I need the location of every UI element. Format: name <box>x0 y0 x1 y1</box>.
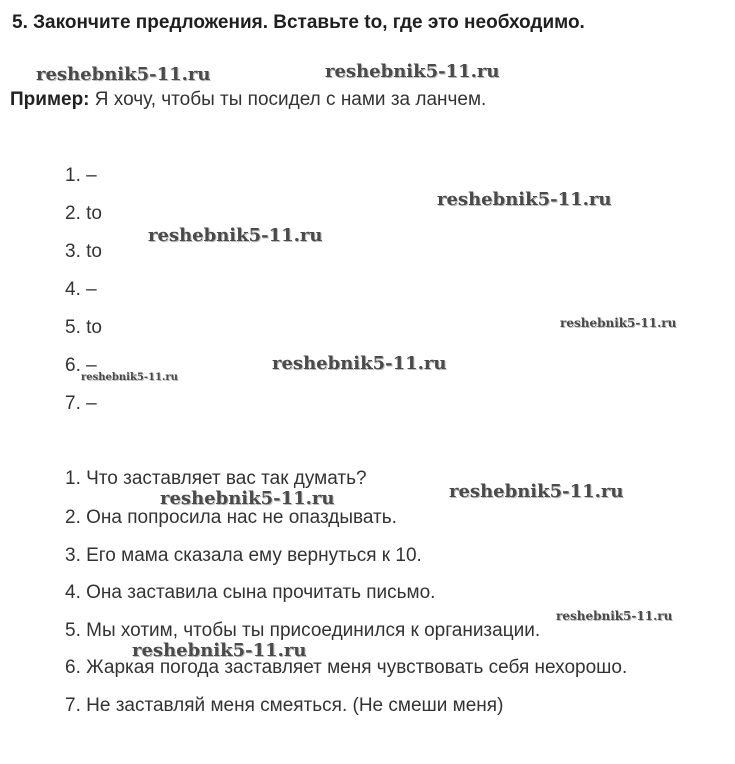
answer-item-2: 2. to <box>65 203 102 224</box>
answer-item-1: 1. – <box>65 165 97 186</box>
translation-item-2: 2. Она попросила нас не опаздывать. <box>65 507 397 528</box>
watermark: reshebnik5-11.ru <box>132 640 307 661</box>
watermark: reshebnik5-11.ru <box>36 64 211 85</box>
watermark: reshebnik5-11.ru <box>449 481 624 502</box>
watermark: reshebnik5-11.ru <box>437 189 612 210</box>
watermark: reshebnik5-11.ru <box>560 316 677 330</box>
watermark: reshebnik5-11.ru <box>556 609 673 623</box>
translation-item-3: 3. Его мама сказала ему вернуться к 10. <box>65 545 422 566</box>
example-text: Я хочу, чтобы ты посидел с нами за ланчем. <box>89 89 487 110</box>
watermark: reshebnik5-11.ru <box>81 372 178 383</box>
translation-item-5: 5. Мы хотим, чтобы ты присоединился к организации. <box>65 620 541 641</box>
translation-item-4: 4. Она заставила сына прочитать письмо. <box>65 582 436 603</box>
answer-item-6: 6. – <box>65 355 97 376</box>
answer-item-3: 3. to <box>65 241 102 262</box>
task-heading: 5. Закончите предложения. Вставьте to, где это необходимо. <box>12 12 585 33</box>
answer-item-7: 7. – <box>65 393 97 414</box>
example-label: Пример: <box>10 89 90 110</box>
example-line <box>10 89 486 111</box>
watermark: reshebnik5-11.ru <box>160 488 335 509</box>
watermark: reshebnik5-11.ru <box>325 61 500 82</box>
translation-item-6: 6. Жаркая погода заставляет меня чувствовать себя нехорошо. <box>65 657 628 678</box>
answer-item-5: 5. to <box>65 317 102 338</box>
watermark: reshebnik5-11.ru <box>272 353 447 374</box>
translation-item-1: 1. Что заставляет вас так думать? <box>65 468 367 489</box>
answer-item-4: 4. – <box>65 279 97 300</box>
translation-item-7: 7. Не заставляй меня смеяться. (Не смеши меня) <box>65 695 504 716</box>
watermark: reshebnik5-11.ru <box>148 225 323 246</box>
